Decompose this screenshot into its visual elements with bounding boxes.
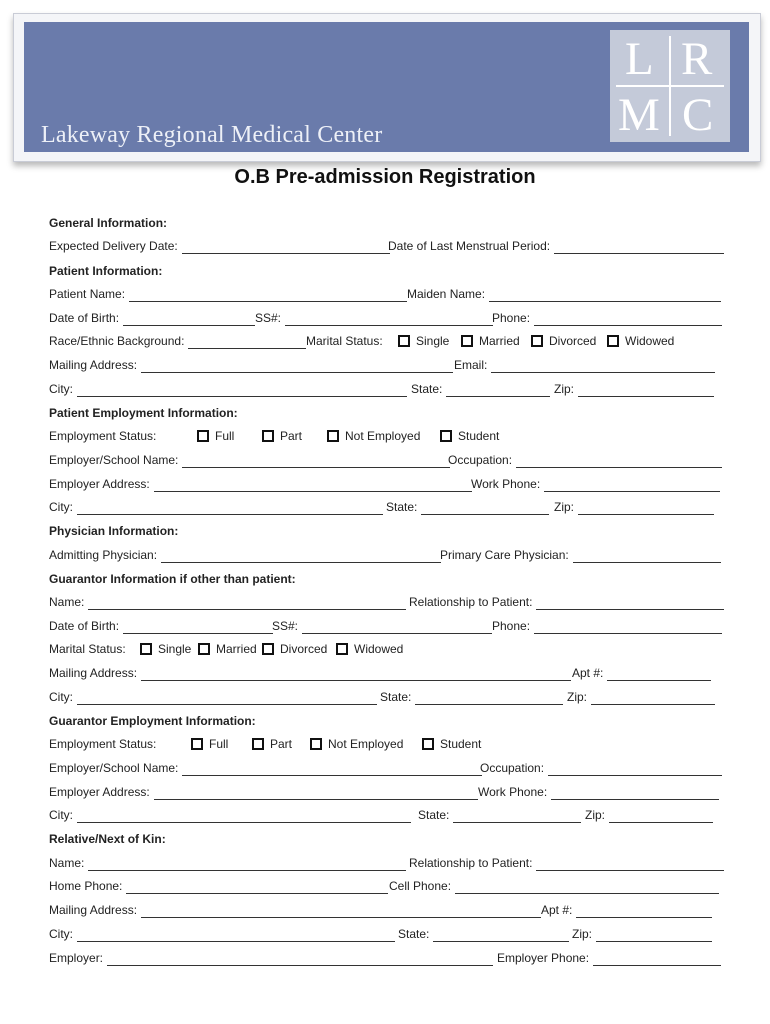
relative-employer-input[interactable] [107, 953, 493, 966]
section-relative: Relative/Next of Kin: [49, 832, 166, 846]
guarantor-work-phone-input[interactable] [551, 787, 719, 800]
guarantor-ss-field[interactable] [272, 618, 492, 634]
guarantor-employer-address-field[interactable] [49, 784, 478, 800]
relative-relationship-field[interactable] [409, 855, 724, 871]
patient-mailing-input[interactable] [141, 360, 453, 373]
guarantor-marital-single[interactable]: Single [140, 641, 191, 657]
relative-cell-phone-field[interactable] [389, 878, 719, 894]
relative-relationship-input[interactable] [536, 858, 724, 871]
employer-address-label: Employer Address: [49, 785, 150, 799]
relative-name-input[interactable] [88, 858, 406, 871]
zip-label: Zip: [554, 382, 575, 396]
phone-label: Phone: [492, 311, 531, 325]
state-label: State: [398, 927, 430, 941]
patient-email-field[interactable] [454, 357, 715, 373]
guarantor-ss-input[interactable] [302, 621, 492, 634]
patient-employment-full[interactable]: Full [197, 428, 234, 444]
patient-mailing-field[interactable] [49, 357, 453, 373]
guarantor-occupation-input[interactable] [548, 763, 722, 776]
occupation-label: Occupation: [480, 761, 545, 775]
checkbox[interactable] [440, 430, 452, 442]
relative-employer-field[interactable] [49, 950, 493, 966]
guarantor-mailing-input[interactable] [141, 668, 571, 681]
expected-delivery-field[interactable] [49, 238, 390, 254]
banner-panel [24, 22, 749, 152]
patient-employer-city-field[interactable] [49, 499, 383, 515]
patient-work-phone-field[interactable] [471, 476, 720, 492]
patient-phone-field[interactable] [492, 310, 722, 326]
guarantor-phone-field[interactable] [492, 618, 722, 634]
relative-city-field[interactable] [49, 926, 395, 942]
guarantor-dob-field[interactable] [49, 618, 273, 634]
checkbox[interactable] [422, 738, 434, 750]
dob-label: Date of Birth: [49, 311, 120, 325]
guarantor-employment-student[interactable]: Student [422, 736, 481, 752]
patient-state-field[interactable] [411, 381, 550, 397]
patient-zip-field[interactable] [554, 381, 714, 397]
guarantor-relationship-field[interactable] [409, 594, 724, 610]
patient-dob-input[interactable] [123, 313, 255, 326]
guarantor-marital-label: Marital Status: [49, 642, 126, 656]
patient-name-label: Patient Name: [49, 287, 126, 301]
section-guarantor-employment: Guarantor Employment Information: [49, 714, 256, 728]
relative-mailing-field[interactable] [49, 902, 541, 918]
relative-zip-field[interactable] [572, 926, 712, 942]
admitting-physician-input[interactable] [161, 550, 441, 563]
form-title: O.B Pre-admission Registration [234, 166, 536, 188]
state-label: State: [386, 500, 418, 514]
relative-state-input[interactable] [433, 929, 569, 942]
guarantor-mailing-field[interactable] [49, 665, 571, 681]
patient-marital-divorced[interactable]: Divorced [531, 333, 596, 349]
patient-employment-not-employed[interactable]: Not Employed [327, 428, 420, 444]
guarantor-employer-zip-field[interactable] [585, 807, 713, 823]
patient-employment-student[interactable]: Student [440, 428, 499, 444]
guarantor-city-field[interactable] [49, 689, 377, 705]
checkbox[interactable] [252, 738, 264, 750]
patient-city-input[interactable] [77, 384, 407, 397]
relative-name-field[interactable] [49, 855, 406, 871]
patient-name-field[interactable] [49, 286, 407, 302]
guarantor-relationship-input[interactable] [536, 597, 724, 610]
checkbox[interactable] [262, 430, 274, 442]
section-patient-employment: Patient Employment Information: [49, 406, 238, 420]
guarantor-zip-input[interactable] [591, 692, 715, 705]
relative-employer-phone-field[interactable] [497, 950, 721, 966]
checkbox[interactable] [191, 738, 203, 750]
race-label: Race/Ethnic Background: [49, 334, 185, 348]
relative-apt-field[interactable] [541, 902, 712, 918]
checkbox[interactable] [607, 335, 619, 347]
guarantor-employment-part[interactable]: Part [252, 736, 292, 752]
lrmc-logo [610, 30, 730, 142]
guarantor-state-field[interactable] [380, 689, 563, 705]
patient-phone-input[interactable] [534, 313, 722, 326]
relative-home-phone-field[interactable] [49, 878, 388, 894]
patient-city-field[interactable] [49, 381, 407, 397]
logo-letter-m: M [618, 89, 660, 141]
city-label: City: [49, 500, 73, 514]
section-physician: Physician Information: [49, 524, 179, 538]
state-label: State: [411, 382, 443, 396]
guarantor-marital-divorced[interactable]: Divorced [262, 641, 327, 657]
state-label: State: [418, 808, 450, 822]
home-phone-label: Home Phone: [49, 879, 123, 893]
ss-label: SS#: [272, 619, 299, 633]
relative-zip-input[interactable] [596, 929, 712, 942]
primary-physician-input[interactable] [573, 550, 721, 563]
work-phone-label: Work Phone: [478, 785, 548, 799]
patient-marital-widowed[interactable]: Widowed [607, 333, 674, 349]
checkbox[interactable] [140, 643, 152, 655]
guarantor-employer-zip-input[interactable] [609, 810, 713, 823]
guarantor-state-input[interactable] [415, 692, 563, 705]
maiden-name-field[interactable] [407, 286, 721, 302]
patient-occupation-field[interactable] [448, 452, 722, 468]
guarantor-marital-married[interactable]: Married [198, 641, 257, 657]
guarantor-name-input[interactable] [88, 597, 406, 610]
patient-employer-address-input[interactable] [154, 479, 472, 492]
patient-dob-field[interactable] [49, 310, 255, 326]
admitting-physician-label: Admitting Physician: [49, 548, 158, 562]
patient-occupation-input[interactable] [516, 455, 722, 468]
section-guarantor: Guarantor Information if other than patient: [49, 572, 296, 586]
guarantor-apt-input[interactable] [607, 668, 711, 681]
relationship-label: Relationship to Patient: [409, 595, 533, 609]
phone-label: Phone: [492, 619, 531, 633]
employer-address-label: Employer Address: [49, 477, 150, 491]
relative-apt-input[interactable] [576, 905, 712, 918]
expected-delivery-label: Expected Delivery Date: [49, 239, 178, 253]
patient-email-input[interactable] [491, 360, 715, 373]
section-patient: Patient Information: [49, 264, 163, 278]
zip-label: Zip: [567, 690, 588, 704]
guarantor-employment-status-label: Employment Status: [49, 737, 157, 751]
relative-cell-phone-input[interactable] [455, 881, 719, 894]
patient-ss-input[interactable] [285, 313, 493, 326]
patient-employer-zip-input[interactable] [578, 502, 714, 515]
city-label: City: [49, 927, 73, 941]
last-menstrual-label: Date of Last Menstrual Period: [388, 239, 551, 253]
work-phone-label: Work Phone: [471, 477, 541, 491]
mailing-label: Mailing Address: [49, 666, 138, 680]
dob-label: Date of Birth: [49, 619, 120, 633]
relative-mailing-input[interactable] [141, 905, 541, 918]
patient-employment-status-label: Employment Status: [49, 429, 157, 443]
relative-state-field[interactable] [398, 926, 569, 942]
guarantor-employer-input[interactable] [182, 763, 482, 776]
patient-employer-field[interactable] [49, 452, 450, 468]
checkbox[interactable] [262, 643, 274, 655]
guarantor-phone-input[interactable] [534, 621, 722, 634]
primary-physician-label: Primary Care Physician: [440, 548, 569, 562]
city-label: City: [49, 690, 73, 704]
patient-employer-state-field[interactable] [386, 499, 549, 515]
patient-employer-city-input[interactable] [77, 502, 383, 515]
guarantor-work-phone-field[interactable] [478, 784, 719, 800]
name-label: Name: [49, 856, 85, 870]
employer-school-label: Employer/School Name: [49, 453, 179, 467]
guarantor-employer-city-input[interactable] [77, 810, 411, 823]
logo-letter-r: R [681, 33, 713, 85]
patient-marital-label: Marital Status: [306, 334, 383, 348]
checkbox[interactable] [198, 643, 210, 655]
patient-employer-input[interactable] [182, 455, 450, 468]
patient-name-input[interactable] [129, 289, 407, 302]
apt-label: Apt #: [572, 666, 604, 680]
ss-label: SS#: [255, 311, 282, 325]
city-label: City: [49, 382, 73, 396]
admitting-physician-field[interactable] [49, 547, 441, 563]
last-menstrual-input[interactable] [554, 241, 724, 254]
relative-city-input[interactable] [77, 929, 395, 942]
checkbox[interactable] [327, 430, 339, 442]
checkbox[interactable] [310, 738, 322, 750]
guarantor-employer-field[interactable] [49, 760, 482, 776]
mailing-label: Mailing Address: [49, 903, 138, 917]
section-general: General Information: [49, 216, 168, 230]
race-input[interactable] [188, 336, 306, 349]
last-menstrual-field[interactable] [388, 238, 724, 254]
expected-delivery-input[interactable] [182, 241, 390, 254]
occupation-label: Occupation: [448, 453, 513, 467]
checkbox[interactable] [531, 335, 543, 347]
apt-label: Apt #: [541, 903, 573, 917]
relative-employer-phone-input[interactable] [593, 953, 721, 966]
guarantor-employer-city-field[interactable] [49, 807, 411, 823]
employer-phone-label: Employer Phone: [497, 951, 590, 965]
patient-zip-input[interactable] [578, 384, 714, 397]
guarantor-dob-input[interactable] [123, 621, 273, 634]
guarantor-marital-widowed[interactable]: Widowed [336, 641, 403, 657]
guarantor-occupation-field[interactable] [480, 760, 722, 776]
guarantor-apt-field[interactable] [572, 665, 711, 681]
checkbox[interactable] [197, 430, 209, 442]
guarantor-employment-not-employed[interactable]: Not Employed [310, 736, 403, 752]
relationship-label: Relationship to Patient: [409, 856, 533, 870]
logo-letter-l: L [625, 33, 654, 85]
center-name: Lakeway Regional Medical Center [41, 122, 383, 148]
guarantor-city-input[interactable] [77, 692, 377, 705]
logo-divider-vertical [669, 36, 671, 136]
patient-work-phone-input[interactable] [544, 479, 720, 492]
patient-employer-address-field[interactable] [49, 476, 472, 492]
race-field[interactable] [49, 333, 306, 349]
guarantor-employer-state-field[interactable] [418, 807, 581, 823]
guarantor-employer-address-input[interactable] [154, 787, 478, 800]
patient-ss-field[interactable] [255, 310, 493, 326]
state-label: State: [380, 690, 412, 704]
checkbox[interactable] [398, 335, 410, 347]
email-label: Email: [454, 358, 488, 372]
name-label: Name: [49, 595, 85, 609]
patient-marital-single[interactable]: Single [398, 333, 449, 349]
logo-letter-c: C [682, 89, 714, 141]
guarantor-name-field[interactable] [49, 594, 406, 610]
patient-employer-state-input[interactable] [421, 502, 549, 515]
employer-school-label: Employer/School Name: [49, 761, 179, 775]
city-label: City: [49, 808, 73, 822]
cell-phone-label: Cell Phone: [389, 879, 452, 893]
checkbox[interactable] [461, 335, 473, 347]
maiden-name-input[interactable] [489, 289, 721, 302]
guarantor-zip-field[interactable] [567, 689, 715, 705]
guarantor-employer-state-input[interactable] [453, 810, 581, 823]
zip-label: Zip: [585, 808, 606, 822]
patient-state-input[interactable] [446, 384, 550, 397]
maiden-name-label: Maiden Name: [407, 287, 486, 301]
mailing-label: Mailing Address: [49, 358, 138, 372]
patient-employer-zip-field[interactable] [554, 499, 714, 515]
guarantor-employment-full[interactable]: Full [191, 736, 228, 752]
patient-employment-part[interactable]: Part [262, 428, 302, 444]
header-banner [13, 13, 761, 162]
patient-marital-married[interactable]: Married [461, 333, 520, 349]
zip-label: Zip: [572, 927, 593, 941]
primary-physician-field[interactable] [440, 547, 721, 563]
relative-home-phone-input[interactable] [126, 881, 388, 894]
employer-label: Employer: [49, 951, 104, 965]
zip-label: Zip: [554, 500, 575, 514]
checkbox[interactable] [336, 643, 348, 655]
